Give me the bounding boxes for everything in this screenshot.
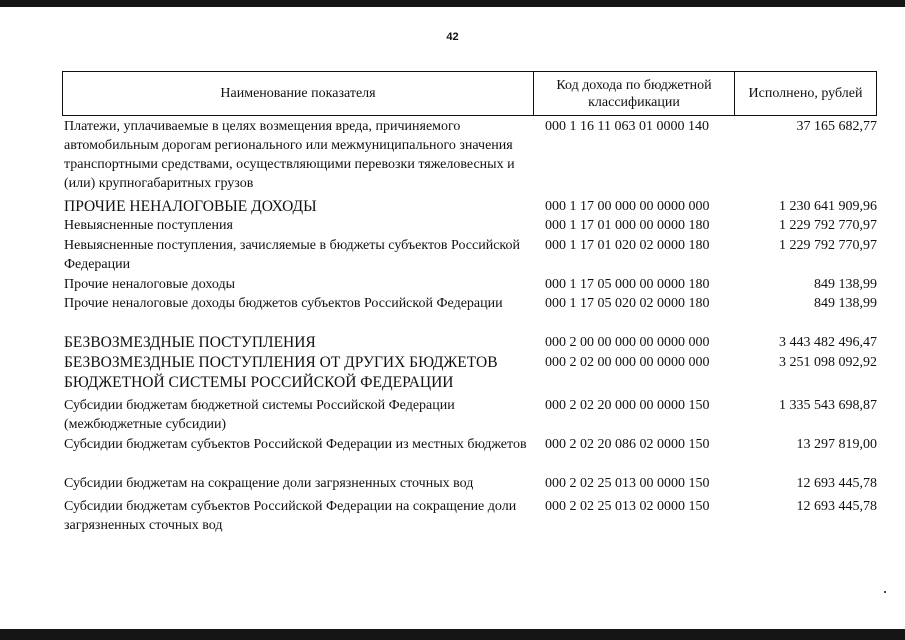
row-code: 000 1 17 01 020 02 0000 180	[545, 238, 710, 253]
row-code: 000 1 17 05 020 02 0000 180	[545, 296, 710, 311]
row-name: Субсидии бюджетам субъектов Российской Федерации из местных бюджетов	[64, 437, 527, 452]
row-name: БЕЗВОЗМЕЗДНЫЕ ПОСТУПЛЕНИЯ ОТ ДРУГИХ БЮДЖЕТОВ БЮДЖЕТНОЙ СИСТЕМЫ РОССИЙСКОЙ ФЕДЕРАЦИИ	[64, 354, 498, 391]
row-code: 000 1 16 11 063 01 0000 140	[545, 119, 709, 134]
table-row	[62, 353, 877, 393]
row-code: 000 2 02 20 000 00 0000 150	[545, 398, 710, 413]
row-amount: 1 229 792 770,97	[779, 238, 877, 253]
row-code: 000 2 02 25 013 02 0000 150	[545, 499, 710, 514]
table-row	[62, 497, 877, 537]
header-amount: Исполнено, рублей	[734, 72, 876, 115]
row-amount: 3 443 482 496,47	[779, 335, 877, 350]
row-name: ПРОЧИЕ НЕНАЛОГОВЫЕ ДОХОДЫ	[64, 198, 317, 215]
scan-speck	[884, 591, 886, 593]
row-amount: 37 165 682,77	[796, 119, 877, 134]
header-code: Код дохода по бюджетной классификации	[533, 72, 734, 115]
row-amount: 1 335 543 698,87	[779, 398, 877, 413]
row-name: Платежи, уплачиваемые в целях возмещения вреда, причиняемого автомобильным дорогам регионального или межмуниципального значения транспортными средствами, осуществляющими перевозки тяжеловесных и (или) крупногабаритных грузов	[64, 119, 515, 191]
row-code: 000 2 00 00 000 00 0000 000	[545, 335, 710, 350]
row-name: БЕЗВОЗМЕЗДНЫЕ ПОСТУПЛЕНИЯ	[64, 334, 316, 351]
row-name: Субсидии бюджетам бюджетной системы Российской Федерации (межбюджетные субсидии)	[64, 398, 455, 432]
page-number: 42	[446, 31, 459, 43]
row-amount: 12 693 445,78	[796, 499, 877, 514]
row-amount: 1 230 641 909,96	[779, 199, 877, 214]
row-name: Невыясненные поступления	[64, 218, 233, 233]
row-amount: 13 297 819,00	[796, 437, 877, 452]
table-row	[62, 236, 877, 276]
scan-border-top	[0, 0, 905, 7]
row-code: 000 1 17 05 000 00 0000 180	[545, 277, 710, 292]
table-row	[62, 435, 877, 475]
table-header	[62, 71, 877, 116]
row-name: Невыясненные поступления, зачисляемые в бюджеты субъектов Российской Федерации	[64, 238, 521, 272]
revenue-table	[62, 71, 877, 533]
scan-border-bottom	[0, 629, 905, 640]
row-amount: 3 251 098 092,92	[779, 355, 877, 370]
row-amount: 1 229 792 770,97	[779, 218, 877, 233]
row-amount: 849 138,99	[814, 277, 877, 292]
row-code: 000 2 02 25 013 00 0000 150	[545, 476, 710, 491]
row-name: Прочие неналоговые доходы	[64, 277, 236, 292]
table-row	[62, 294, 877, 334]
row-name: Субсидии бюджетам на сокращение доли загрязненных сточных вод	[64, 476, 474, 491]
table-row	[62, 396, 877, 436]
row-code: 000 2 02 20 086 02 0000 150	[545, 437, 710, 452]
row-amount: 12 693 445,78	[796, 476, 877, 491]
row-code: 000 1 17 00 000 00 0000 000	[545, 199, 710, 214]
row-name: Субсидии бюджетам субъектов Российской Федерации на сокращение доли загрязненных сточных вод	[64, 499, 517, 533]
row-code: 000 1 17 01 000 00 0000 180	[545, 218, 710, 233]
row-amount: 849 138,99	[814, 296, 877, 311]
header-name: Наименование показателя	[220, 86, 376, 101]
row-name: Прочие неналоговые доходы бюджетов субъектов Российской Федерации	[64, 296, 503, 311]
row-code: 000 2 02 00 000 00 0000 000	[545, 355, 710, 370]
table-row	[62, 117, 877, 191]
